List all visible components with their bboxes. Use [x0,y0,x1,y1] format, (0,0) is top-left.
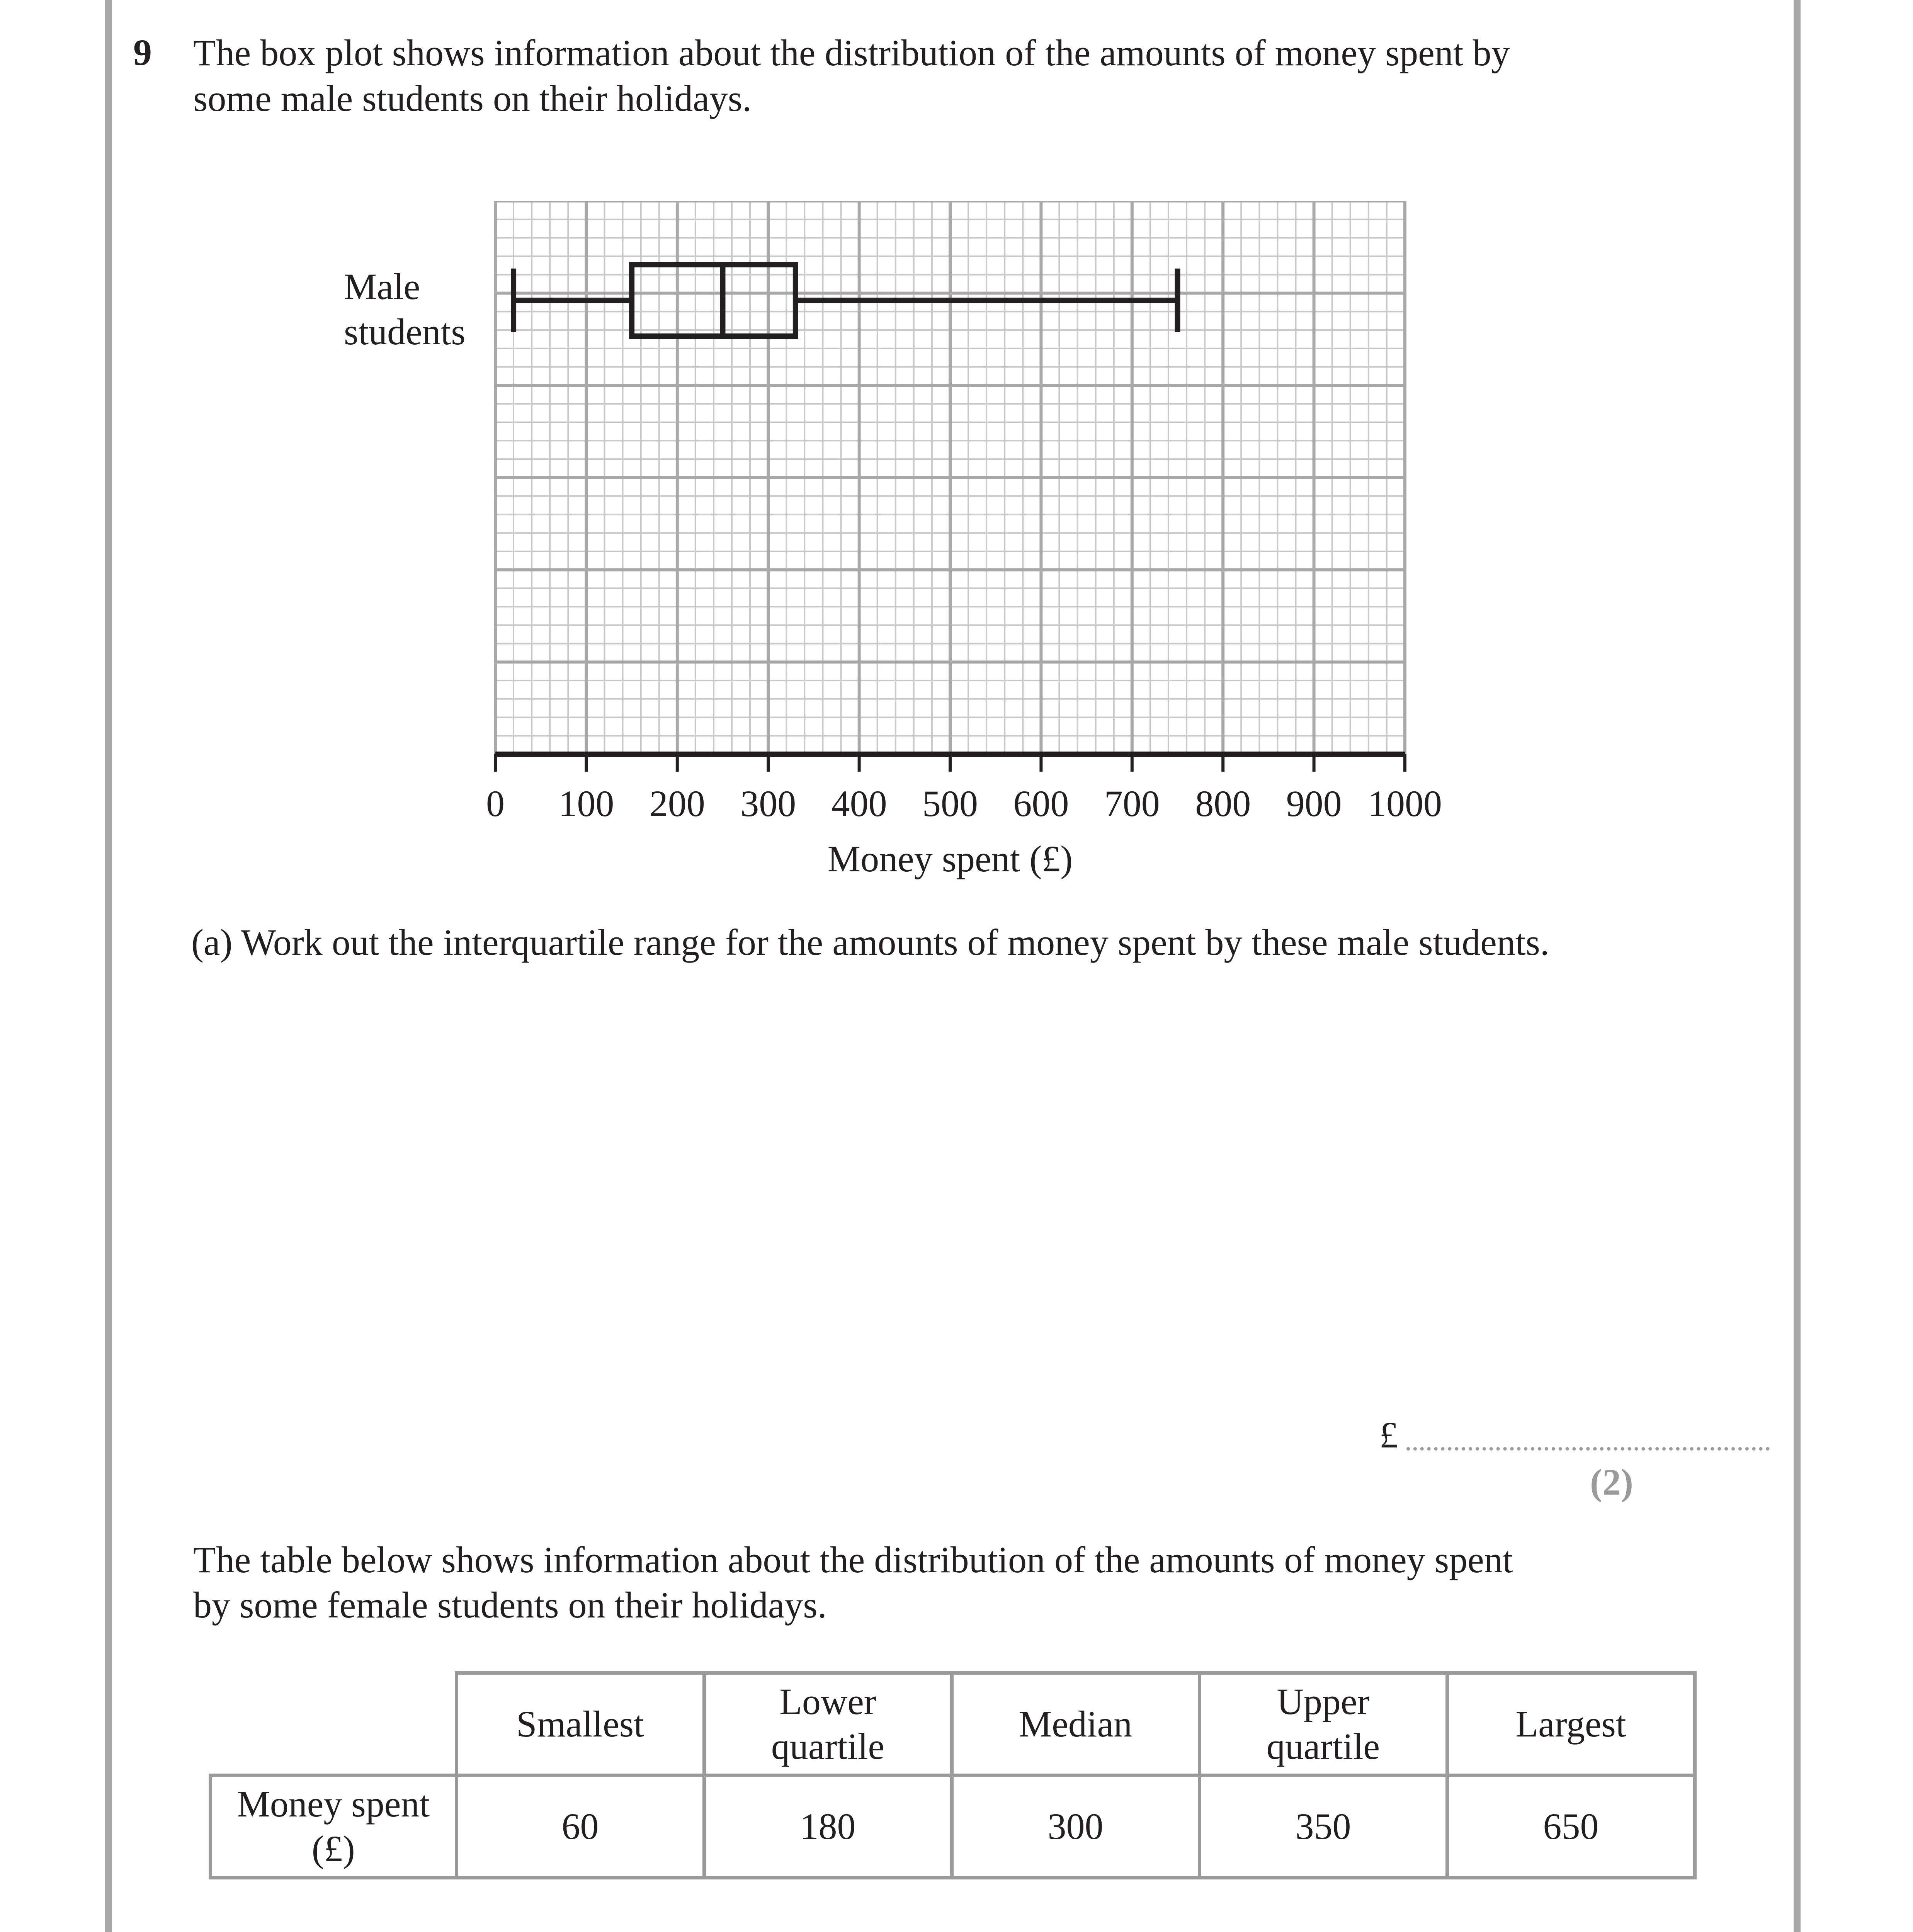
question-intro-line1: The box plot shows information about the distribution of the amounts of money spent by [193,32,1510,73]
header-median-line1: Median [1019,1703,1132,1745]
header-smallest-line1: Smallest [516,1703,644,1745]
chart-y-label-line1: Male [344,266,420,307]
header-cell-median [952,1673,1199,1776]
row-label-line1: Money spent [237,1783,430,1825]
page-right-border [1794,0,1801,1932]
header-cell-largest [1447,1673,1695,1776]
value-cell-upper-quartile: 350 [1199,1776,1447,1878]
value-cell-median: 300 [952,1776,1199,1878]
table-corner-cell [211,1673,457,1776]
header-cell-smallest [456,1673,704,1776]
part-a-answer-line [1406,1447,1770,1451]
header-cell-upper-quartile [1199,1673,1447,1776]
x-tick-label: 100 [558,783,614,824]
x-tick-label: 900 [1286,783,1342,824]
header-cell-lower-quartile [704,1673,952,1776]
x-tick-label: 0 [486,783,505,824]
table-intro-line2: by some female students on their holidays. [193,1584,827,1626]
part-a-currency: £ [1379,1414,1398,1456]
value-cell-smallest: 60 [456,1776,704,1878]
header-lower-quartile-line1: Lower [779,1681,876,1722]
table-data-row [211,1776,1695,1878]
value-cell-largest: 650 [1447,1776,1695,1878]
x-tick-label: 800 [1195,783,1251,824]
x-tick-label: 400 [831,783,887,824]
header-largest-line1: Largest [1515,1703,1626,1745]
value-cell-lower-quartile: 180 [704,1776,952,1878]
x-tick-label: 500 [922,783,978,824]
chart-y-label-line2: students [344,311,466,352]
x-tick-label: 1000 [1368,783,1442,824]
x-axis-label: Money spent (£) [827,838,1073,879]
x-tick-label: 700 [1104,783,1160,824]
row-label-cell [211,1776,457,1878]
header-upper-quartile-line1: Upper [1277,1681,1370,1722]
female-students-table [209,1671,1697,1879]
header-upper-quartile-line2: quartile [1266,1726,1380,1767]
x-tick-label: 200 [649,783,705,824]
page-left-border [105,0,112,1932]
table-intro-line1: The table below shows information about the distribution of the amounts of money spent [193,1539,1513,1580]
x-tick-label: 600 [1013,783,1069,824]
row-label-line2: (£) [311,1828,355,1869]
x-axis-tick-labels [486,783,1442,824]
part-a-question: (a) Work out the interquartile range for the amounts of money spent by these male students. [191,922,1549,963]
question-number: 9 [133,32,152,73]
part-a-marks: (2) [1590,1461,1633,1503]
box-plot-chart [483,201,1449,954]
header-lower-quartile-line2: quartile [771,1726,885,1767]
part-a-answer-input[interactable] [1406,1403,1771,1446]
x-tick-label: 300 [740,783,796,824]
table-header-row [211,1673,1695,1776]
question-intro-line2: some male students on their holidays. [193,78,752,119]
